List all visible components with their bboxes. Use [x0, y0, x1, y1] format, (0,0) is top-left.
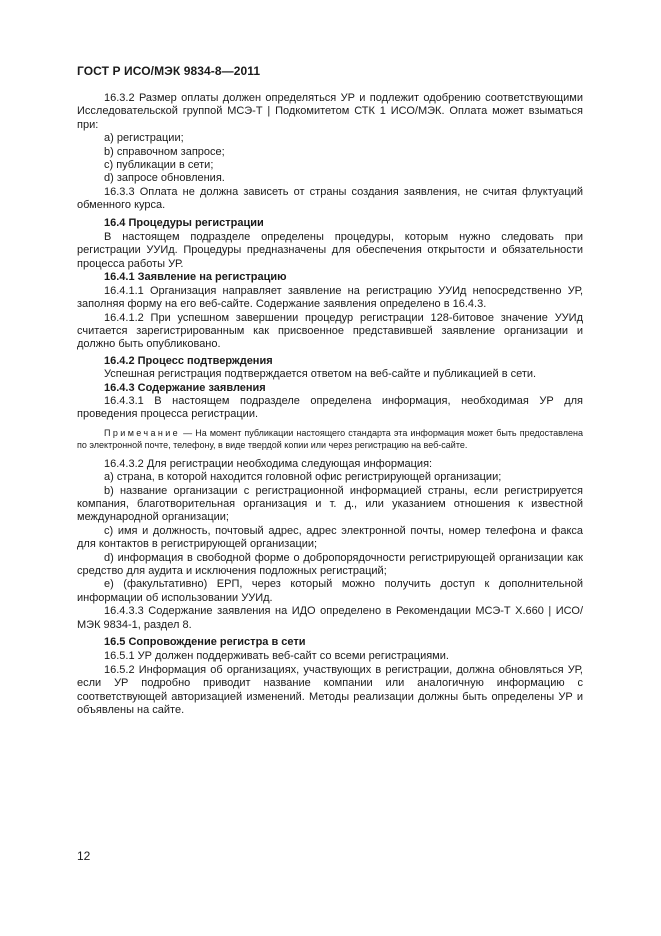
- section-heading-16-4-1: 16.4.1 Заявление на регистрацию: [104, 271, 287, 284]
- note-text: — На момент публикации настоящего стандарта эта информация может быть предоставлена по электронной почте, телефону, в виде твердой копии или через регистрацию на веб-сайте.: [77, 427, 583, 451]
- paragraph-16-4-1-2: 16.4.1.2 При успешном завершении процедур регистрации 128-битовое значение УУИд считается зарегистрированным как присвоенное представившей заявление организации и должно быть опубликовано.: [77, 311, 583, 351]
- paragraph-16-4-3-1: 16.4.3.1 В настоящем подразделе определена информация, необходимая УР для проведения процесса регистрации.: [77, 394, 583, 421]
- note-label: Примечание: [104, 427, 181, 438]
- list-item: c) публикации в сети;: [104, 159, 214, 172]
- note: [77, 427, 583, 452]
- list-item: a) страна, в которой находится головной офис регистрирующей организации;: [104, 471, 502, 484]
- paragraph-16-5-2: 16.5.2 Информация об организациях, участвующих в регистрации, должна обновляться УР, если УР подробно приводит название компании или аналогичную информацию с соответствующей авторизацией изменений. Методы реализации должны быть определены УР и объявлены на сайте.: [77, 663, 583, 717]
- section-heading-16-4-2: 16.4.2 Процесс подтверждения: [104, 354, 273, 367]
- paragraph-16-4-1-1: 16.4.1.1 Организация направляет заявление на регистрацию УУИд непосредственно УР, заполняя форму на его веб-сайте. Содержание заявления определено в 16.4.3.: [77, 284, 583, 311]
- page-number: 12: [77, 849, 91, 863]
- list-item: b) справочном запросе;: [104, 145, 225, 158]
- paragraph-16-5-1: 16.5.1 УР должен поддерживать веб-сайт со всеми регистрациями.: [104, 650, 449, 663]
- list-item: e) (факультативно) ЕРП, через который можно получить доступ к дополнительной информации об использовании УУИд.: [77, 578, 583, 604]
- document-header: ГОСТ Р ИСО/МЭК 9834-8—2011: [77, 64, 261, 78]
- paragraph-16-3-2: 16.3.2 Размер оплаты должен определяться УР и подлежит одобрению соответствующими Исследовательской группой МСЭ-Т | Подкомитетом СТК 1 ИСО/МЭК. Оплата может взыматься при:: [77, 92, 583, 131]
- paragraph-16-3-3: 16.3.3 Оплата не должна зависеть от страны создания заявления, не считая флуктуаций обменного курса.: [77, 185, 583, 212]
- section-heading-16-4: 16.4 Процедуры регистрации: [104, 216, 264, 229]
- paragraph-16-4-intro: В настоящем подразделе определены процедуры, которым нужно следовать при регистрации УУИд. Процедуры предназначены для обеспечения открытости и обязательности процесса работы УР.: [77, 231, 583, 270]
- list-item: a) регистрации;: [104, 132, 184, 145]
- paragraph-16-4-2: Успешная регистрация подтверждается ответом на веб-сайте и публикацией в сети.: [104, 368, 537, 381]
- section-heading-16-5: 16.5 Сопровождение регистра в сети: [104, 636, 306, 649]
- paragraph-16-4-3-2: 16.4.3.2 Для регистрации необходима следующая информация:: [104, 457, 433, 470]
- list-item: b) название организации с регистрационной информацией страны, если регистрируется компания, благотворительная организация и т. д., или указанием отношения к известной международной организации;: [77, 484, 583, 524]
- list-item: c) имя и должность, почтовый адрес, адрес электронной почты, номер телефона и факса для контактов в регистрирующей организации;: [77, 524, 583, 551]
- paragraph-16-4-3-3: 16.4.3.3 Содержание заявления на ИДО определено в Рекомендации МСЭ-Т X.660 | ИСО/МЭК 9834-1, раздел 8.: [77, 605, 583, 631]
- list-item: d) запросе обновления.: [104, 172, 225, 185]
- section-heading-16-4-3: 16.4.3 Содержание заявления: [104, 381, 266, 394]
- document-body: [77, 92, 583, 717]
- list-item: d) информация в свободной форме о добропорядочности регистрирующей организации как средство для аудита и исключения подложных регистраций;: [77, 551, 583, 577]
